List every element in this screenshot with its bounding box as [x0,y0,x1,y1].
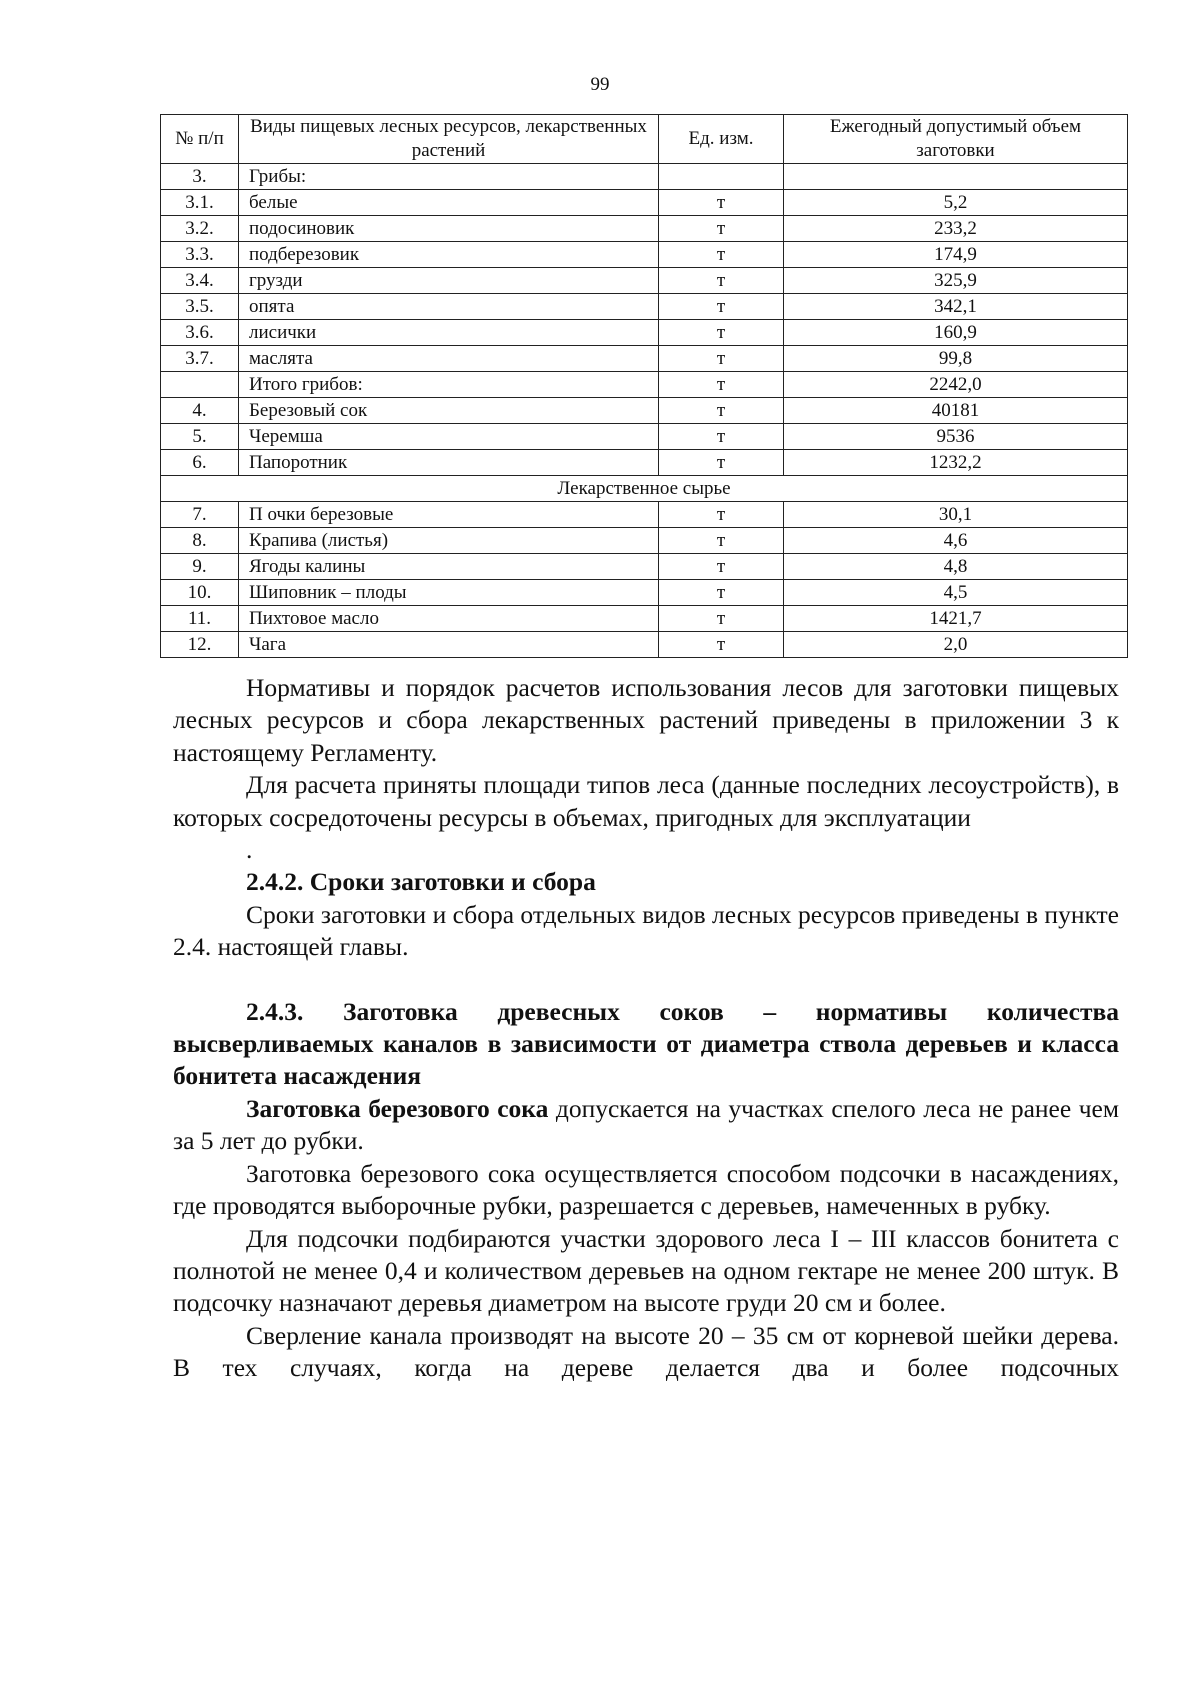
table-row [161,424,1128,450]
row-value: 160,9 [784,320,1128,346]
header-unit: Ед. изм. [659,115,784,164]
row-unit: т [659,268,784,294]
row-name: подберезовик [239,242,659,268]
row-number: 3.1. [161,190,239,216]
table-row [161,294,1128,320]
row-number: 8. [161,528,239,554]
row-number: 5. [161,424,239,450]
page-number: 99 [590,74,610,95]
row-name: Черемша [239,424,659,450]
table-row [161,164,1128,190]
row-unit: т [659,398,784,424]
paragraph: Для расчета приняты площади типов леса (данные последних лесоустройств), в которых сосредоточены ресурсы в объемах, пригодных для эксплуатации [173,770,1119,832]
row-value: 2,0 [784,632,1128,658]
section-row [161,476,1128,502]
row-unit: т [659,554,784,580]
row-unit: т [659,580,784,606]
row-name: Чага [239,632,659,658]
row-value [784,164,1128,190]
row-number: 11. [161,606,239,632]
row-number: 3.3. [161,242,239,268]
row-unit: т [659,320,784,346]
table-row [161,372,1128,398]
table-row [161,450,1128,476]
row-unit: т [659,528,784,554]
row-name: белые [239,190,659,216]
table-row [161,268,1128,294]
row-name: лисички [239,320,659,346]
row-value: 4,8 [784,554,1128,580]
row-value: 40181 [784,398,1128,424]
row-value: 342,1 [784,294,1128,320]
resources-table [160,114,1128,658]
table-row [161,242,1128,268]
table-header-row [161,115,1128,164]
row-number [161,372,239,398]
row-name: П очки березовые [239,502,659,528]
paragraph: Заготовка березового сока осуществляется способом подсочки в насаждениях, где проводятся выборочные рубки, разрешается с деревьев, намеченных в рубку. [173,1158,1119,1221]
header-value: Ежегодный допустимый объем заготовки [784,115,1128,164]
table-row [161,502,1128,528]
row-name: Ягоды калины [239,554,659,580]
row-value: 5,2 [784,190,1128,216]
row-name: Пихтовое масло [239,606,659,632]
row-number: 3.5. [161,294,239,320]
row-number: 3. [161,164,239,190]
table-row [161,580,1128,606]
row-unit: т [659,502,784,528]
table-row [161,320,1128,346]
row-value: 325,9 [784,268,1128,294]
row-unit [659,164,784,190]
row-value: 1232,2 [784,450,1128,476]
row-number: 9. [161,554,239,580]
table-row [161,528,1128,554]
table-body-medicinal [161,502,1128,658]
row-value: 1421,7 [784,606,1128,632]
row-value: 99,8 [784,346,1128,372]
row-unit: т [659,450,784,476]
header-name: Виды пищевых лесных ресурсов, лекарственных растений [239,115,659,164]
row-unit: т [659,606,784,632]
row-number: 3.7. [161,346,239,372]
section-heading: 2.4.2. Сроки заготовки и сбора [246,867,596,897]
row-value: 9536 [784,424,1128,450]
section-label: Лекарственное сырье [161,476,1128,502]
table-row [161,554,1128,580]
paragraph-rest: допускается на участках спелого леса не ранее чем за 5 лет до рубки. [173,1093,1119,1156]
paragraph [173,1093,1119,1158]
row-name: опята [239,294,659,320]
row-unit: т [659,372,784,398]
row-unit: т [659,632,784,658]
bold-lead: Заготовка березового сока [246,1093,549,1123]
table-row [161,346,1128,372]
section-heading: 2.4.3. Заготовка древесных соков – нормативы количества высверливаемых каналов в зависимости от диаметра ствола деревьев и класса бонитета насаждения [173,996,1119,1091]
row-number: 4. [161,398,239,424]
row-number: 3.6. [161,320,239,346]
row-value: 233,2 [784,216,1128,242]
row-unit: т [659,424,784,450]
row-value: 174,9 [784,242,1128,268]
row-unit: т [659,346,784,372]
row-unit: т [659,190,784,216]
row-unit: т [659,242,784,268]
paragraph: Нормативы и порядок расчетов использования лесов для заготовки пищевых лесных ресурсов и сбора лекарственных растений приведены в приложении 3 к настоящему Регламенту. [173,673,1119,767]
row-name: Грибы: [239,164,659,190]
row-number: 12. [161,632,239,658]
row-value: 4,5 [784,580,1128,606]
body-text [173,672,1119,1385]
header-num: № п/п [161,115,239,164]
table-row [161,632,1128,658]
table-row [161,398,1128,424]
row-name: Шиповник – плоды [239,580,659,606]
blank-line [173,964,1119,996]
row-number: 10. [161,580,239,606]
row-number: 3.4. [161,268,239,294]
row-name: маслята [239,346,659,372]
row-unit: т [659,216,784,242]
paragraph: Сверление канала производят на высоте 20 – 35 см от корневой шейки дерева. В тех случаях, когда на дереве делается два и более подсочных [173,1320,1119,1383]
row-name: грузди [239,268,659,294]
row-number: 6. [161,450,239,476]
table-row [161,216,1128,242]
row-name: Итого грибов: [239,372,659,398]
paragraph: Сроки заготовки и сбора отдельных видов лесных ресурсов приведены в пункте 2.4. настоящей главы. [173,899,1119,962]
row-name: Папоротник [239,450,659,476]
table-row [161,606,1128,632]
table-row [161,190,1128,216]
row-value: 2242,0 [784,372,1128,398]
table-body-food [161,164,1128,476]
row-name: Березовый сок [239,398,659,424]
row-name: подосиновик [239,216,659,242]
row-unit: т [659,294,784,320]
row-number: 3.2. [161,216,239,242]
row-value: 4,6 [784,528,1128,554]
paragraph: Для подсочки подбираются участки здорового леса I – III классов бонитета с полнотой не менее 0,4 и количеством деревьев на одном гектаре не менее 200 штук. В подсочку назначают деревья диаметром на высоте груди 20 см и более. [173,1223,1119,1318]
row-name: Крапива (листья) [239,528,659,554]
stray-dot: . [246,835,253,865]
row-number: 7. [161,502,239,528]
row-value: 30,1 [784,502,1128,528]
